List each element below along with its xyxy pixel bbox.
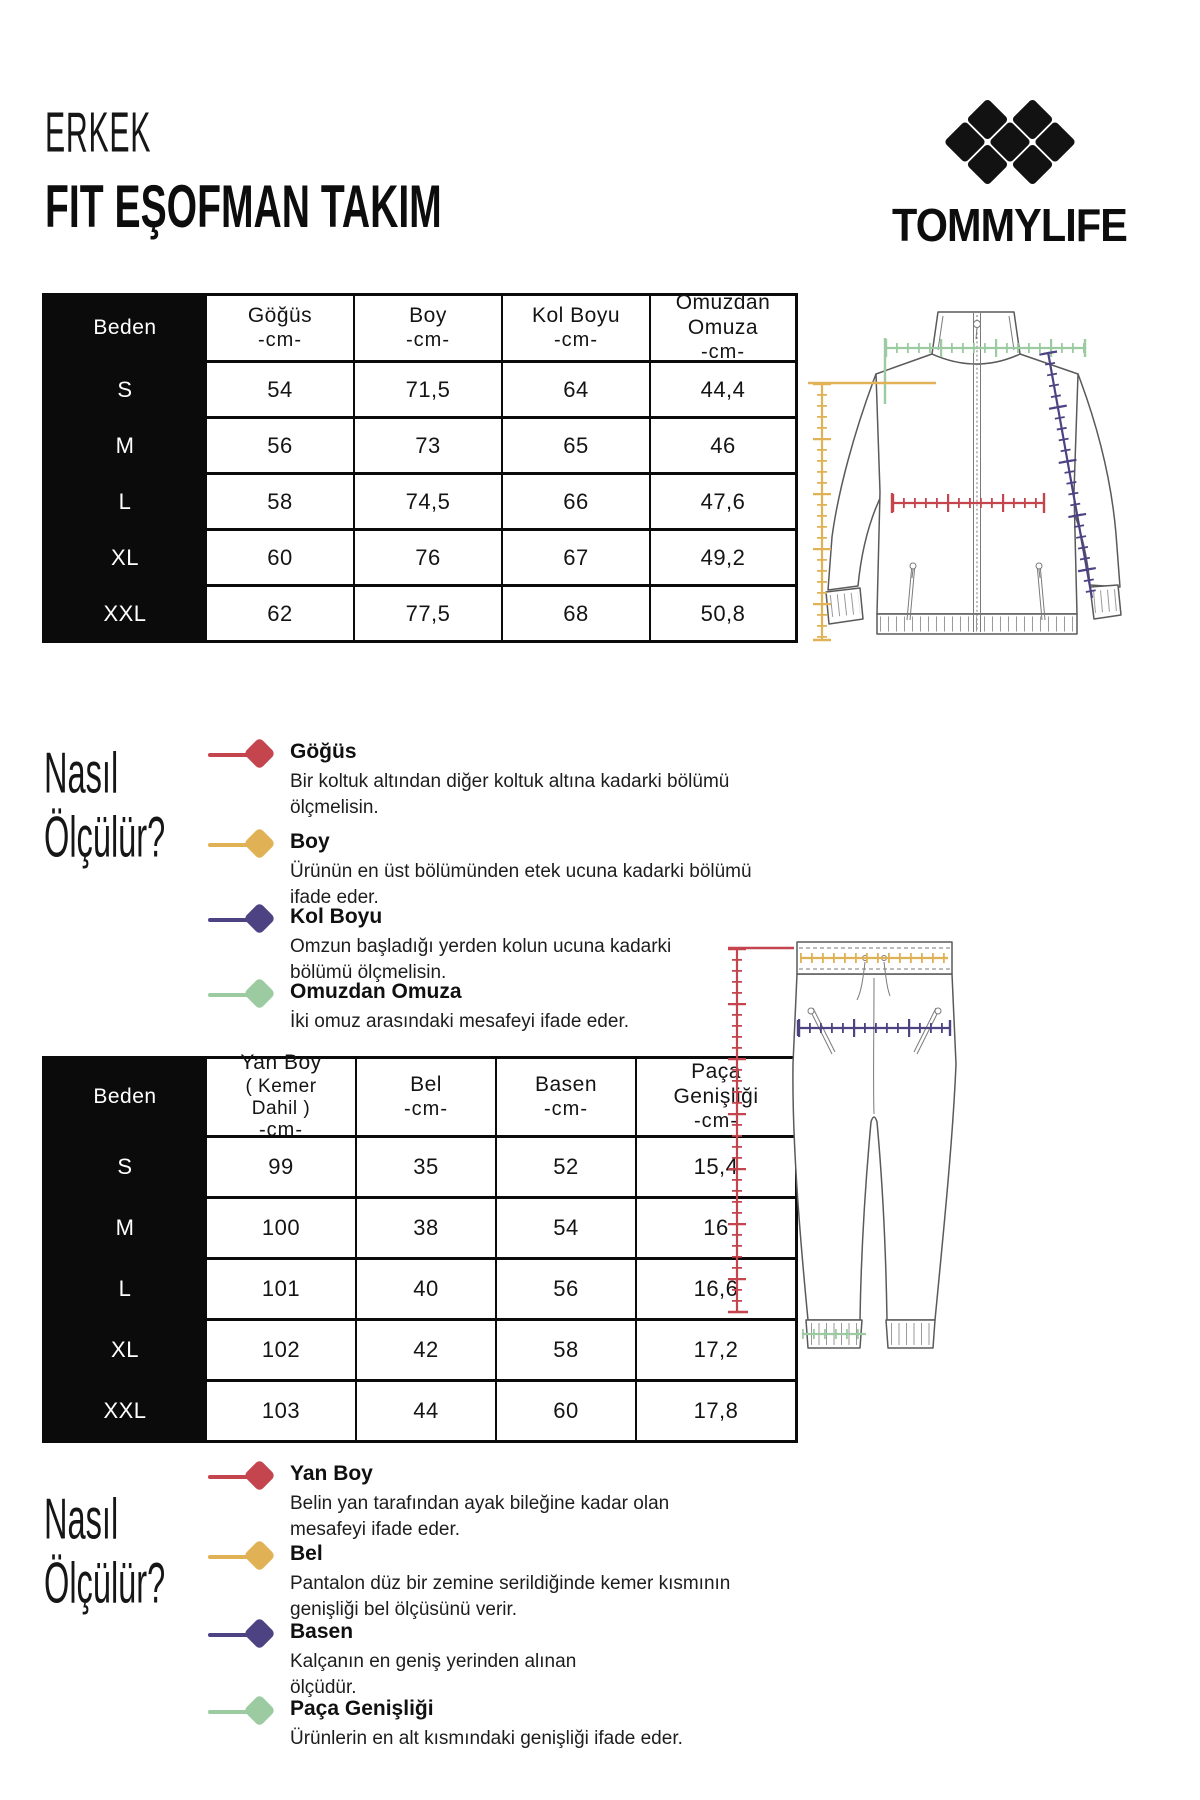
value-cell: 77,5 (353, 584, 501, 640)
legend-marker (208, 742, 274, 770)
value-cell: 73 (353, 416, 501, 472)
value-cell: 50,8 (649, 584, 795, 640)
tommylife-logo-icon (910, 92, 1110, 192)
legend-text: Basen Kalçanın en geniş yerinden alınan ölçüdür. (290, 1620, 577, 1698)
size-cell: XL (45, 528, 205, 584)
legend-item-omuzdan-omuza (208, 980, 629, 1035)
legend-text: Kol Boyu Omzun başladığı yerden kolun ucuna kadarki bölümü ölçmelisin. (290, 905, 672, 983)
pants-diagram (690, 922, 1090, 1372)
pants-outline (793, 942, 956, 1348)
size-cell: XL (45, 1318, 205, 1379)
measure-heading-jacket (44, 742, 208, 870)
legend-item-paca-genisligi (208, 1697, 683, 1752)
legend-marker (208, 1699, 274, 1727)
value-cell: 101 (205, 1257, 355, 1318)
side-length-ruler (728, 948, 794, 1312)
value-cell: 44,4 (649, 360, 795, 416)
value-cell: 15,4 (635, 1135, 795, 1196)
size-cell: M (45, 416, 205, 472)
value-cell: 47,6 (649, 472, 795, 528)
size-cell: XXL (45, 584, 205, 640)
value-cell: 68 (501, 584, 649, 640)
title-product: FIT EŞOFMAN TAKIM (45, 171, 442, 240)
value-cell: 56 (205, 416, 353, 472)
value-cell: 56 (495, 1257, 635, 1318)
measure-heading-pants (44, 1488, 208, 1616)
value-cell: 67 (501, 528, 649, 584)
size-cell: M (45, 1196, 205, 1257)
column-header: Basen -cm- (495, 1059, 635, 1135)
column-header: Göğüs -cm- (205, 296, 353, 360)
value-cell: 42 (355, 1318, 495, 1379)
column-header-beden: Beden (45, 296, 205, 360)
value-cell: 71,5 (353, 360, 501, 416)
legend-text: Omuzdan Omuza İki omuz arasındaki mesafeyi ifade eder. (290, 980, 630, 1032)
value-cell: 64 (501, 360, 649, 416)
value-cell: 74,5 (353, 472, 501, 528)
measure-heading-line: Ölçülür? (44, 806, 166, 870)
column-header: Omuzdan Omuza -cm- (649, 296, 795, 360)
value-cell: 44 (355, 1379, 495, 1440)
value-cell: 54 (495, 1196, 635, 1257)
diamond-icon (243, 1539, 276, 1572)
legend-item-yan-boy (208, 1462, 669, 1543)
column-header: Paça Genişliği -cm- (635, 1059, 795, 1135)
value-cell: 54 (205, 360, 353, 416)
value-cell: 99 (205, 1135, 355, 1196)
page-title (45, 100, 512, 240)
legend-text: Bel Pantalon düz bir zemine serildiğinde kemer kısmının genişliği bel ölçüsünü verir. (290, 1542, 731, 1620)
legend-text: Paça Genişliği Ürünlerin en alt kısmındaki genişliği ifade eder. (290, 1697, 683, 1749)
column-header: Kol Boyu -cm- (501, 296, 649, 360)
jacket-size-table (42, 293, 798, 643)
value-cell: 62 (205, 584, 353, 640)
value-cell: 16 (635, 1196, 795, 1257)
legend-marker (208, 832, 274, 860)
diamond-icon (243, 827, 276, 860)
size-cell: S (45, 1135, 205, 1196)
value-cell: 58 (205, 472, 353, 528)
value-cell: 102 (205, 1318, 355, 1379)
column-header: Bel -cm- (355, 1059, 495, 1135)
value-cell: 17,2 (635, 1318, 795, 1379)
size-cell: S (45, 360, 205, 416)
diamond-icon (243, 977, 276, 1010)
legend-marker (208, 907, 274, 935)
value-cell: 17,8 (635, 1379, 795, 1440)
value-cell: 46 (649, 416, 795, 472)
legend-item-boy (208, 830, 752, 911)
value-cell: 100 (205, 1196, 355, 1257)
legend-marker (208, 982, 274, 1010)
column-header: Boy -cm- (353, 296, 501, 360)
value-cell: 65 (501, 416, 649, 472)
value-cell: 76 (353, 528, 501, 584)
brand-name: TOMMYLIFE (892, 199, 1128, 251)
value-cell: 66 (501, 472, 649, 528)
size-cell: L (45, 472, 205, 528)
legend-text: Yan Boy Belin yan tarafından ayak bileğine kadar olan mesafeyi ifade eder. (290, 1462, 670, 1540)
legend-item-bel (208, 1542, 730, 1623)
size-cell: XXL (45, 1379, 205, 1440)
value-cell: 58 (495, 1318, 635, 1379)
value-cell: 35 (355, 1135, 495, 1196)
value-cell: 103 (205, 1379, 355, 1440)
diamond-icon (243, 1694, 276, 1727)
column-header-beden: Beden (45, 1059, 205, 1135)
value-cell: 60 (495, 1379, 635, 1440)
brand-block (860, 92, 1160, 252)
jacket-diagram (762, 282, 1122, 654)
diamond-icon (243, 1617, 276, 1650)
diamond-icon (243, 902, 276, 935)
measure-heading-line: Ölçülür? (44, 1552, 166, 1616)
diamond-icon (243, 737, 276, 770)
value-cell: 40 (355, 1257, 495, 1318)
value-cell: 16,6 (635, 1257, 795, 1318)
column-header: Yan Boy ( Kemer Dahil ) -cm- (205, 1059, 355, 1135)
value-cell: 52 (495, 1135, 635, 1196)
legend-item-basen (208, 1620, 576, 1701)
title-category: ERKEK (45, 100, 152, 164)
value-cell: 49,2 (649, 528, 795, 584)
measure-heading-line: Nasıl (44, 742, 119, 806)
value-cell: 60 (205, 528, 353, 584)
legend-marker (208, 1464, 274, 1492)
legend-text: Göğüs Bir koltuk altından diğer koltuk altına kadarki bölümü ölçmelisin. (290, 740, 730, 818)
measure-heading-line: Nasıl (44, 1488, 119, 1552)
size-cell: L (45, 1257, 205, 1318)
legend-marker (208, 1622, 274, 1650)
legend-item-gogus (208, 740, 729, 821)
pants-size-table (42, 1050, 798, 1443)
legend-marker (208, 1544, 274, 1572)
value-cell: 38 (355, 1196, 495, 1257)
legend-item-kol-boyu (208, 905, 671, 986)
legend-text: Boy Ürünün en üst bölümünden etek ucuna kadarki bölümü ifade eder. (290, 830, 752, 908)
diamond-icon (243, 1459, 276, 1492)
